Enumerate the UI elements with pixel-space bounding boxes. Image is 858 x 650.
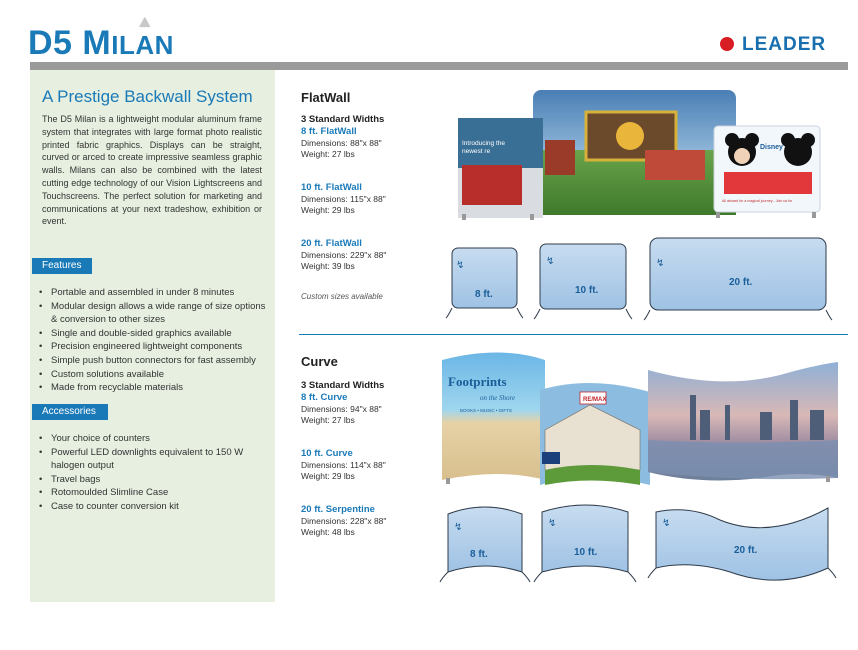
spec-weight: Weight: 39 lbs [301, 261, 355, 271]
spec-weight: Weight: 27 lbs [301, 149, 355, 159]
curve-heading: Curve [301, 354, 338, 369]
list-item: • Case to counter conversion kit [38, 500, 270, 514]
subtitle: A Prestige Backwall System [42, 87, 253, 106]
svg-text:↯: ↯ [656, 258, 665, 269]
curve-diagrams [440, 505, 836, 582]
spec-name: 20 ft. FlatWall [301, 238, 362, 249]
svg-text:↯: ↯ [456, 260, 465, 271]
spec-dimensions: Dimensions: 88"x 88" [301, 138, 382, 148]
list-item: • Powerful LED downlights equivalent to 150 W halogen output [38, 446, 270, 473]
svg-text:newest re: newest re [462, 148, 491, 155]
list-item: • Single and double-sided graphics available [38, 327, 270, 341]
spec-dimensions: Dimensions: 94"x 88" [301, 404, 382, 414]
flatwall-standard-widths: 3 Standard Widths [301, 114, 385, 125]
list-item: • Custom solutions available [38, 368, 270, 382]
spec-dimensions: Dimensions: 228"x 88" [301, 516, 387, 526]
spec-weight: Weight: 29 lbs [301, 205, 355, 215]
svg-text:↯: ↯ [454, 522, 463, 533]
list-item: • Rotomoulded Slimline Case [38, 486, 270, 500]
curve-photo-caption: Footprints [448, 374, 507, 389]
spec-name: 10 ft. FlatWall [301, 182, 362, 193]
spec-name: 10 ft. Curve [301, 448, 353, 459]
list-item: • Portable and assembled in under 8 minutes [38, 286, 270, 300]
curve-diagram-label-8ft: 8 ft. [470, 549, 488, 560]
svg-text:↯: ↯ [662, 518, 671, 529]
spec-dimensions: Dimensions: 114"x 88" [301, 460, 386, 470]
svg-text:Disney: Disney [760, 144, 783, 151]
curve-photo [442, 353, 838, 486]
accessories-heading: Accessories [32, 404, 108, 420]
flatwall-diagram-label-20ft: 20 ft. [729, 277, 753, 288]
flatwall-heading: FlatWall [301, 90, 351, 105]
svg-text:RE/MAX: RE/MAX [583, 397, 607, 403]
features-heading: Features [32, 258, 92, 274]
svg-text:↯: ↯ [548, 518, 557, 529]
spec-dimensions: Dimensions: 229"x 88" [301, 250, 387, 260]
curve-diagram-label-20ft: 20 ft. [734, 545, 758, 556]
flatwall-diagram-label-8ft: 8 ft. [475, 289, 493, 300]
spec-weight: Weight: 48 lbs [301, 527, 355, 537]
svg-text:BOOKS • MUSIC • GIFTS: BOOKS • MUSIC • GIFTS [460, 408, 512, 413]
list-item: • Modular design allows a wide range of size options & conversion to other sizes [38, 300, 270, 327]
list-item: • Made from recyclable materials [38, 381, 270, 395]
spec-name: 8 ft. FlatWall [301, 126, 357, 137]
spec-name: 20 ft. Serpentine [301, 504, 375, 515]
custom-sizes-note: Custom sizes available [301, 292, 383, 301]
title-small-caps: ILAN [111, 30, 174, 60]
title-main: D5 M [28, 24, 112, 62]
flatwall-diagrams [446, 238, 832, 320]
svg-text:on the Shore: on the Shore [480, 394, 516, 402]
list-item: • Precision engineered lightweight components [38, 340, 270, 354]
svg-text:↯: ↯ [546, 256, 555, 267]
flatwall-photo [458, 90, 820, 220]
curve-standard-widths: 3 Standard Widths [301, 380, 385, 391]
flatwall-photo-caption: Introducing the [462, 140, 506, 147]
brand-name: LEADER [742, 34, 827, 55]
spec-dimensions: Dimensions: 115"x 88" [301, 194, 386, 204]
list-item: • Your choice of counters [38, 432, 270, 446]
spec-name: 8 ft. Curve [301, 392, 348, 403]
intro-paragraph: The D5 Milan is a lightweight modular aluminum frame system that integrates with large format photo realistic printed fabric graphics. Displays can be straight, curved or arced to create impressive seamless graphic walls. Milans can also be combined with the latest cutting edge technology of our Vision Lightscreens and Touchscreens. The perfect solution for marketing and communications at your next tradeshow, exhibition or event. [42, 114, 262, 227]
spec-weight: Weight: 27 lbs [301, 415, 355, 425]
list-item: • Simple push button connectors for fast assembly [38, 354, 270, 368]
curve-diagram-label-10ft: 10 ft. [574, 547, 598, 558]
flatwall-diagram-label-10ft: 10 ft. [575, 285, 599, 296]
list-item: • Travel bags [38, 473, 270, 487]
svg-text:All aboard for a magical journ: All aboard for a magical journey - Join us for [722, 199, 793, 203]
spec-weight: Weight: 29 lbs [301, 471, 355, 481]
